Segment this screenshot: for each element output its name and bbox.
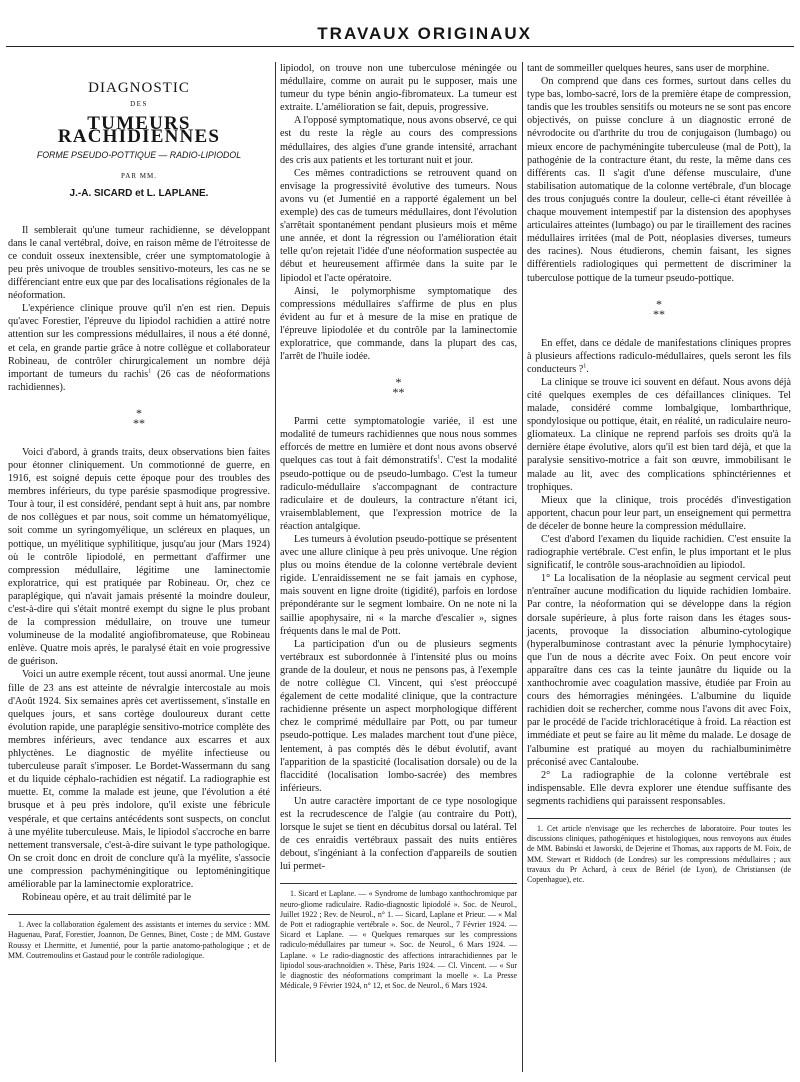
paragraph: 2° La radiographie de la colonne vertébrale est indispensable. Elle devra explorer une étendue suffisante des segments rachidiens qui paraissent responsables. xyxy=(527,769,791,807)
paragraph: Il semblerait qu'une tumeur rachidienne, se développant dans le canal vertébral, doive, en raison même de l'étroitesse de ce conduit osseux inextensible, créer une symptomatologie à peu près univoque de troubles sensitivo-moteurs, les cas ne se différenciant entre eux que par des localisations régionales de la néoformation. xyxy=(8,224,270,302)
title-line-1: DIAGNOSTIC xyxy=(88,80,190,96)
section-separator: * ** xyxy=(392,375,405,400)
paragraph: On comprend que dans ces formes, surtout dans celles du type bas, lombo-sacré, lors de la première étape de compression, tandis que les troubles sensitifs ou moteurs ne se sont pas encore objectivés, on puisse conclure à un diagnostic erroné de névrodocite ou d'arthrite du trou de conjugaison (lumbago) ou mieux encore de pachyméningite tuberculeuse (mal de Pott), la pathogénie de la contracture étant, du reste, la même dans ces différents cas. Il s'agit d'une défense musculaire, d'une stabilisation automatique de la colonne vertébrale, d'un blocage des trous conjugués contre la douleur, celle-ci étant réveillée à chaque mouvement intempestif par la distension des apophyses articulaires atteintes (lumbago) ou par le tiraillement des racines médullaires irritées (mal de Pott, néoplasies diverses, tumeurs des racines). Nous étudierons, chemin faisant, les signes différentiels radiologiques qui permettent de discriminer la tuberculose pottique de la tumeur pseudo-pottique. xyxy=(527,76,791,284)
column-3 xyxy=(527,62,791,885)
footnote-rule xyxy=(280,883,517,884)
footnote: 1. Avec la collaboration également des assistants et internes du service : MM. Haguenau, Paraf, Forestier, Joannon, De Gennes, Binet, Coste ; de MM. Gustave Roussy et Lhermitte, et Jumentié, pour la partie anatomo-pathologique ; et de MM. Coutremoulins et Gastaud pour le contrôle radiologique. xyxy=(8,920,270,960)
paragraph: En effet, dans ce dédale de manifestations cliniques propres à plusieurs affections radiculo-médullaires, quels seront les fils conducteurs ?$^1$. xyxy=(527,337,791,375)
section-separator: * ** xyxy=(133,405,145,430)
paragraph: C'est d'abord l'examen du liquide rachidien. C'est ensuite la radiographie vertébrale. C'est enfin, le plus important et le plus significatif, le contrôle sous-arachnoïdien au lipiodol. xyxy=(527,534,791,572)
column-divider-1 xyxy=(275,62,276,1062)
article-heading xyxy=(8,82,270,200)
paragraph: A l'opposé symptomatique, nous avons observé, ce qui est du reste la règle au cours des compressions médullaires, des algies d'une grande intensité, arrachant des cris aux patients et les torturant nuit et jour. xyxy=(280,115,517,166)
footnote-rule xyxy=(8,914,270,915)
column-1 xyxy=(8,62,270,961)
column-divider-2 xyxy=(522,62,523,1072)
paragraph: La clinique se trouve ici souvent en défaut. Nous avons déjà cité quelques exemples de ces défaillances cliniques. Tel malade, considéré comme lombalgique, lombarthrique, spondylosique ou pottique, était, en réalité, un radiculaire neuro-gliomateux. La clinique ne reprend parfois ses droits qu'à la dernière étape évolutive, alors qu'il est bien tard déjà, et que la paralysie sensitivo-motrice a fait son œuvre, immobilisant le malade au lit, avec des complications sphinctériennes et trophiques. xyxy=(527,376,791,493)
paragraph: Parmi cette symptomatologie variée, il est une modalité de tumeurs rachidiennes que nous nous sommes efforcés de mettre en lumière et dont nous avons observé quelques cas tout à fait démonstratifs$^1$. C'est la modalité pseudo-pottique ou de pseudo-lumbago. C'est la tumeur radiculo-médullaire s'accompagnant de contracture radiculaire et de douleurs, la contracture n'étant ici, vraisemblablement, que l'expression motrice de la réaction antalgique. xyxy=(280,416,517,532)
footnote: 1. Sicard et Laplane. — « Syndrome de lumbago xanthochromique par neuro-gliome radiculaire. Radio-diagnostic lipiodolé ». Soc. de Neurol., Juillet 1922 ; Rev. de Neurol., n° 1. — Sicard, Laplane et Prieur. — « Mal de Pott et radiographie vertébrale ». Soc. de Neurol., 7 Février 1924. — Sicard et Laplane. — « Quelques remarques sur les compressions radiculo-médullaires par tumeur ». Soc. de Neurol., 6 Mars 1924. — Laplane. « Le radio-diagnostic des affections intrarachidiennes par le lipiodol sous-arachnoïdien ». Thèse, Paris 1924. — Cl. Vincent. — « Sur le diagnostic des néoformations comprimant la moelle ». La Presse Médicale, 9 Février 1924, n° 12, et Soc. de Neurol., 6 Mars 1924. xyxy=(280,889,517,991)
section-separator: * ** xyxy=(653,296,665,321)
article-subtitle: FORME PSEUDO-POTTIQUE — RADIO-LIPIODOL xyxy=(36,150,242,161)
paragraph: Mieux que la clinique, trois procédés d'investigation apportent, chacun pour leur part, un enseignement qui permettra de déceler de bonne heure la compression médullaire. xyxy=(527,494,791,532)
paragraph: lipiodol, on trouve non une tuberculose méningée ou médullaire, comme on aurait pu le supposer, mais une tumeur du type bénin angio-fibromateux. La tumeur est extraite. L'amélioration se fait, depuis, progressive. xyxy=(280,63,517,114)
paragraph: Ces mêmes contradictions se retrouvent quand on envisage la progressivité évolutive des tumeurs. Nous avons vu (et Jumentié en a rapporté également un bel exemple) des cas de tumeurs médullaires, dont l'évolution s'arrêtait spontanément pendant plusieurs mois et même une année, et dont la régression ou l'amélioration était telle qu'on rejetait l'idée d'une néoformation suspectée au début et heureusement affirmée dans la suite par le lipiodol et l'acte opératoire. xyxy=(280,167,517,284)
paragraph: L'expérience clinique prouve qu'il n'en est rien. Depuis qu'avec Forestier, l'épreuve du lipiodol rachidien a attiré notre attention sur les compressions médullaires, il nous a été donné, et cela, en grande partie grâce à notre collègue et collaborateur Robineau, de contrôler chirurgicalement un nombre déjà important de tumeurs du rachis$^1$ (26 cas de néoformations rachidiennes). xyxy=(8,303,270,393)
footnote-rule xyxy=(527,818,791,819)
paragraph: tant de sommeiller quelques heures, sans user de morphine. xyxy=(527,63,770,74)
paragraph: Voici un autre exemple récent, tout aussi anormal. Une jeune fille de 23 ans est atteinte de névralgie intercostale au mois d'Août 1924. Six semaines après cet avertissement, s'installe en quelques jours, et sans cortège douloureux durant cette évolution rapide, une paraplégie sensitivo-motrice complète des membres inférieurs, avec tendance aux escarres et aux phlyctènes. Le diagnostic de myélite infectieuse ou tuberculeuse paraît s'imposer. Le Bordet-Wassermann du sang et du liquide céphalo-rachidien est négatif. La radiographie est muette. Et, comme la malade est jeune, que l'évolution a été brusque et à peu près indolore, qu'il existe une fébricule vespérale, et que certains antécédents sont suspects, on conclut à une myélite tuberculeuse. Mais, le lipiodol s'accroche en barre nettement transversale, c'est-à-dire suivant le type pathologique. On se croit donc en droit de conclure qu'à la myélite, s'associe une compression pachyméningitique ou leptoméningitique améliorable par la laminectomie exploratrice. xyxy=(8,669,270,890)
footnote-ref: 1 xyxy=(437,455,441,462)
footnote-ref: 1 xyxy=(583,363,587,370)
paragraph: Voici d'abord, à grands traits, deux observations bien faites pour étonner cliniquement. Un commotionné de guerre, en 1916, est soigné depuis cette époque pour des troubles des membres inférieurs, du type parésie spasmodique progressive. Tour à tour, il est considéré, pendant sept à huit ans, par nombre de nos collègues et par nous, soit comme un hématomyélique, soit comme un syringomyélique, un scléreux en plaques, un pottique, un myélitique syphilitique, jusqu'au jour (Mars 1924) où le contrôle lipiodolé, en permettant d'affirmer une compression médullaire, légitime une laminectomie exploratrice, qui est pratiquée par Robineau. Or, chez ce paraplégique, qui n'avait jamais présenté la moindre douleur, c'est-à-dire qui s'était montré exempt du signe le plus probant de la compression médullaire, on trouve une tumeur volumineuse de la modalité angiofibromateuse, que Robineau enlève. Quatre mois après, le paralysé était en voie progressive de guérison. xyxy=(8,446,270,668)
article-title: TUMEURS RACHIDIENNES xyxy=(57,113,221,148)
paragraph: Un autre caractère important de ce type nosologique est la recrudescence de l'algie (au contraire du Pott), lorsque le sujet se tient en décubitus dorsal ou latéral. Tel de ces enraidis vertébraux passait des nuits entières debout, s'ingéniant à la confection d'appareils de soutien lui permet- xyxy=(280,795,517,873)
paragraph: La participation d'un ou de plusieurs segments vertébraux est subordonnée à l'intensité plus ou moins grande de la douleur, et nous ne pensons pas, à l'exemple de notre collègue Cl. Vincent, qui s'est préoccupé également de cette modalité clinique, que la contracture rachidienne présente un aspect morphologique différent chez le comprimé médullaire par Pott, ou par tumeur pseudo-pottique. Les malades marchent tout d'une pièce, lentement, à pas comptés dès le début évolutif, avant l'apparition de la spasticité (localisation dorsale) ou de la flaccidité (localisation lombo-sacrée) des membres inférieurs. xyxy=(280,638,517,794)
paragraph: Robineau opère, et au trait délimité par le xyxy=(22,892,192,904)
header-rule xyxy=(6,46,794,47)
footnote-ref: 1 xyxy=(148,368,152,375)
paragraph: 1° La localisation de la néoplasie au segment cervical peut n'entraîner aucune modification du liquide rachidien lombaire. Par contre, la néoformation qui se développe dans la région dorsale supérieure, à plus forte raison dans les étages sous-jacents, provoque la dissociation albumino-cytologique (hyperalbuminose contrastant avec la pénurie lymphocytaire) que l'un de nous a décrite avec Foix. On peut encore voir apparaître dans ces cas la teinte jaunâtre du liquide ou la xanthochromie avec coagulation massive, étudiée par Froin au cours des hémorragies méningées. L'albumine du liquide rachidien doit se rechercher, comme nous l'avons dit avec Foix, par le procédé de l'acide trichloracétique à froid. La réaction est immédiate et peut se faire au lit même du malade. Le dosage de l'albumine est pratiqué au moyen du rachialbuminimètre préconisé avec Cantaloube. xyxy=(527,573,791,768)
paragraph: Les tumeurs à évolution pseudo-pottique se présentent avec une allure clinique à peu près univoque. Une région plus ou moins étendue de la colonne vertébrale devient rigide. L'enraidissement ne se fait jamais en cyphose, mais souvent en ligne droite (tigidité), parfois en lordose prépondérante sur le segment lombaire. On ne note ni la saillie apophysaire, ni « la marche d'escalier », signes fréquents dans le mal de Pott. xyxy=(280,534,517,637)
title-des: DES xyxy=(130,100,148,109)
authors: J.-A. SICARD et L. LAPLANE. xyxy=(69,187,209,199)
footnote: 1. Cet article n'envisage que les recherches de laboratoire. Pour toutes les discussions cliniques, pathogéniques et histologiques, nous renvoyons aux études de MM. Babinski et Jaworski, de Dejerine et Thomas, aux rapports de M. Foix, de MM. Stewart et Riddoch (de Londres) sur les compressions médullaires ; aux travaux du Pr Achard, à ceux de Bériel (de Lyon), de Christiansen (de Copenhague), etc. xyxy=(527,823,791,884)
page-header xyxy=(0,24,800,52)
par-mm: PAR MM. xyxy=(121,172,157,181)
journal-section-title: TRAVAUX ORIGINAUX xyxy=(317,24,532,43)
paragraph: Ainsi, le polymorphisme symptomatique des compressions médullaires s'affirme de plus en plus évident au fur et à mesure de la mise en pratique de l'épreuve lipiodolée et du contrôle par la laminectomie exploratrice, que commande, dans la plupart des cas, l'arrêt de l'huile iodée. xyxy=(280,285,517,363)
column-2 xyxy=(280,62,517,991)
